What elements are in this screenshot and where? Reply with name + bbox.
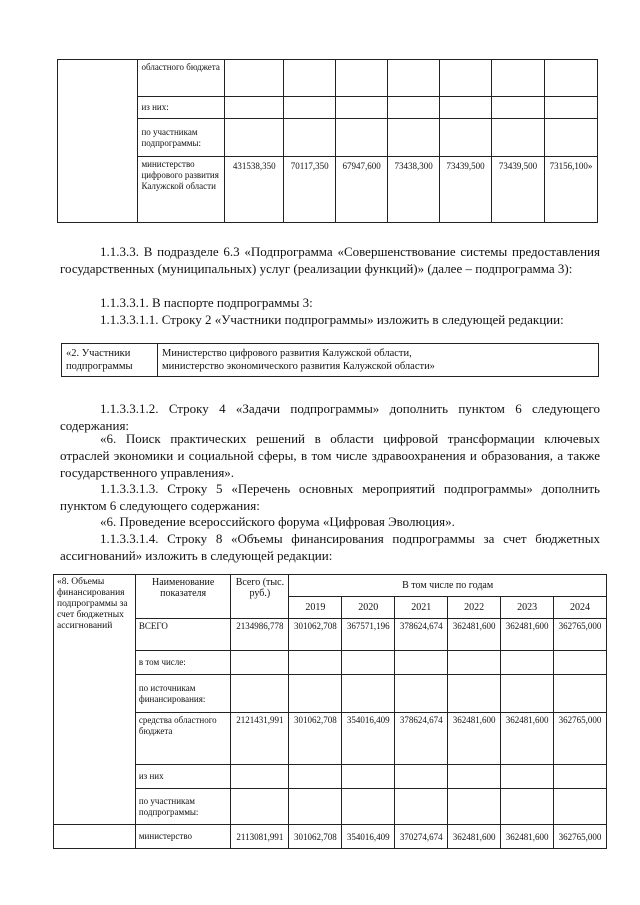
table-row: [58, 97, 598, 119]
row-value: 362481,600: [501, 713, 554, 765]
funding-table: [53, 574, 607, 849]
row-total: 2113081,991: [231, 825, 289, 849]
value-2023: 73439,500: [491, 157, 544, 223]
col-name-header: Наименование показателя: [135, 575, 231, 619]
value-2022: 73439,500: [440, 157, 492, 223]
row-label: областного бюджета: [138, 60, 225, 97]
value-2024: 73156,100»: [544, 157, 597, 223]
row-value: 362481,600: [501, 619, 554, 651]
row-label: по участникам подпрограммы:: [135, 789, 231, 825]
row-label: из них: [135, 765, 231, 789]
table-row: [54, 825, 607, 849]
paragraph-1-1-3-3-1-1: 1.1.3.3.1.1. Строку 2 «Участники подпрограммы» изложить в следующей редакции:: [100, 312, 564, 327]
table-row: [54, 651, 607, 675]
year-2024-header: 2024: [554, 597, 607, 619]
row-label: средства областного бюджета: [135, 713, 231, 765]
row-value: 378624,674: [395, 713, 448, 765]
table-row: [58, 60, 598, 97]
row-value: 362481,600: [448, 713, 501, 765]
row-value: 354016,409: [342, 713, 395, 765]
participants-value: [158, 344, 599, 377]
year-2022-header: 2022: [448, 597, 501, 619]
row-label: из них:: [138, 97, 225, 119]
row-value: 354016,409: [342, 825, 395, 849]
year-2021-header: 2021: [395, 597, 448, 619]
paragraph-1-1-3-3-1-4: 1.1.3.3.1.4. Строку 8 «Объемы финансирования подпрограммы за счет бюджетных ассигнований» изложить в следующей редакции:: [60, 531, 600, 563]
value-total: 431538,350: [225, 157, 284, 223]
row-value: 362765,000: [554, 713, 607, 765]
table-row: [62, 344, 599, 377]
table-row: [54, 713, 607, 765]
paragraph-1-1-3-3-1: 1.1.3.3.1. В паспорте подпрограммы 3:: [100, 295, 313, 310]
table-row: [54, 675, 607, 713]
participants-table: [61, 343, 599, 377]
row-value: 362765,000: [554, 619, 607, 651]
empty-cell: [58, 60, 138, 223]
paragraph-task-6: «6. Поиск практических решений в области цифровой трансформации ключевых отраслей экономики и социальной сферы, в том числе здравоохранения и образования, а также государственного управления».: [60, 431, 600, 480]
value-2021: 73438,300: [388, 157, 440, 223]
row-value: 378624,674: [395, 619, 448, 651]
row-label: ВСЕГО: [135, 619, 231, 651]
row-value: 362765,000: [554, 825, 607, 849]
participants-label: «2. Участники подпрограммы: [62, 344, 158, 377]
row-value: 301062,708: [289, 713, 342, 765]
year-2023-header: 2023: [501, 597, 554, 619]
row-label: по источникам финансирования:: [135, 675, 231, 713]
row-total: 2121431,991: [231, 713, 289, 765]
table-header-row: [54, 575, 607, 597]
funding-side-label: «8. Объемы финансирования подпрограммы за счет бюджетных ассигнований: [54, 575, 136, 825]
row-value: 301062,708: [289, 825, 342, 849]
value-2019: 70117,350: [284, 157, 336, 223]
year-2020-header: 2020: [342, 597, 395, 619]
row-label: по участникам подпрограммы:: [138, 119, 225, 157]
col-years-header: В том числе по годам: [289, 575, 607, 597]
row-label: в том числе:: [135, 651, 231, 675]
col-total-header: Всего (тыс. руб.): [231, 575, 289, 619]
table-row: [54, 619, 607, 651]
row-value: 362481,600: [448, 619, 501, 651]
paragraph-event-6: «6. Проведение всероссийского форума «Цифровая Эволюция».: [100, 514, 455, 529]
row-label: министерство: [135, 825, 231, 849]
value-2020: 67947,600: [336, 157, 388, 223]
table-row: [58, 157, 598, 223]
row-value: 362481,600: [501, 825, 554, 849]
paragraph-1-1-3-3-1-3: 1.1.3.3.1.3. Строку 5 «Перечень основных мероприятий подпрограммы» дополнить пунктом 6 следующего содержания:: [60, 481, 600, 513]
row-value: 362481,600: [448, 825, 501, 849]
paragraph-1-1-3-3: 1.1.3.3. В подразделе 6.3 «Подпрограмма «Совершенствование системы предоставления государственных (муниципальных) услуг (реализации функций)» (далее – подпрограмма 3):: [60, 244, 600, 276]
table-row: [54, 765, 607, 789]
row-label: министерство цифрового развития Калужской области: [138, 157, 225, 223]
table-row: [58, 119, 598, 157]
row-value: 367571,196: [342, 619, 395, 651]
paragraph-1-1-3-3-1-2: 1.1.3.3.1.2. Строку 4 «Задачи подпрограммы» дополнить пунктом 6 следующего содержания:: [60, 401, 600, 433]
top-budget-table: [57, 59, 598, 223]
participants-line-2: министерство экономического развития Калужской области»: [162, 361, 435, 372]
table-row: [54, 789, 607, 825]
row-value: 301062,708: [289, 619, 342, 651]
row-total: 2134986,778: [231, 619, 289, 651]
participants-line-1: Министерство цифрового развития Калужской области,: [162, 348, 412, 359]
year-2019-header: 2019: [289, 597, 342, 619]
row-value: 370274,674: [395, 825, 448, 849]
